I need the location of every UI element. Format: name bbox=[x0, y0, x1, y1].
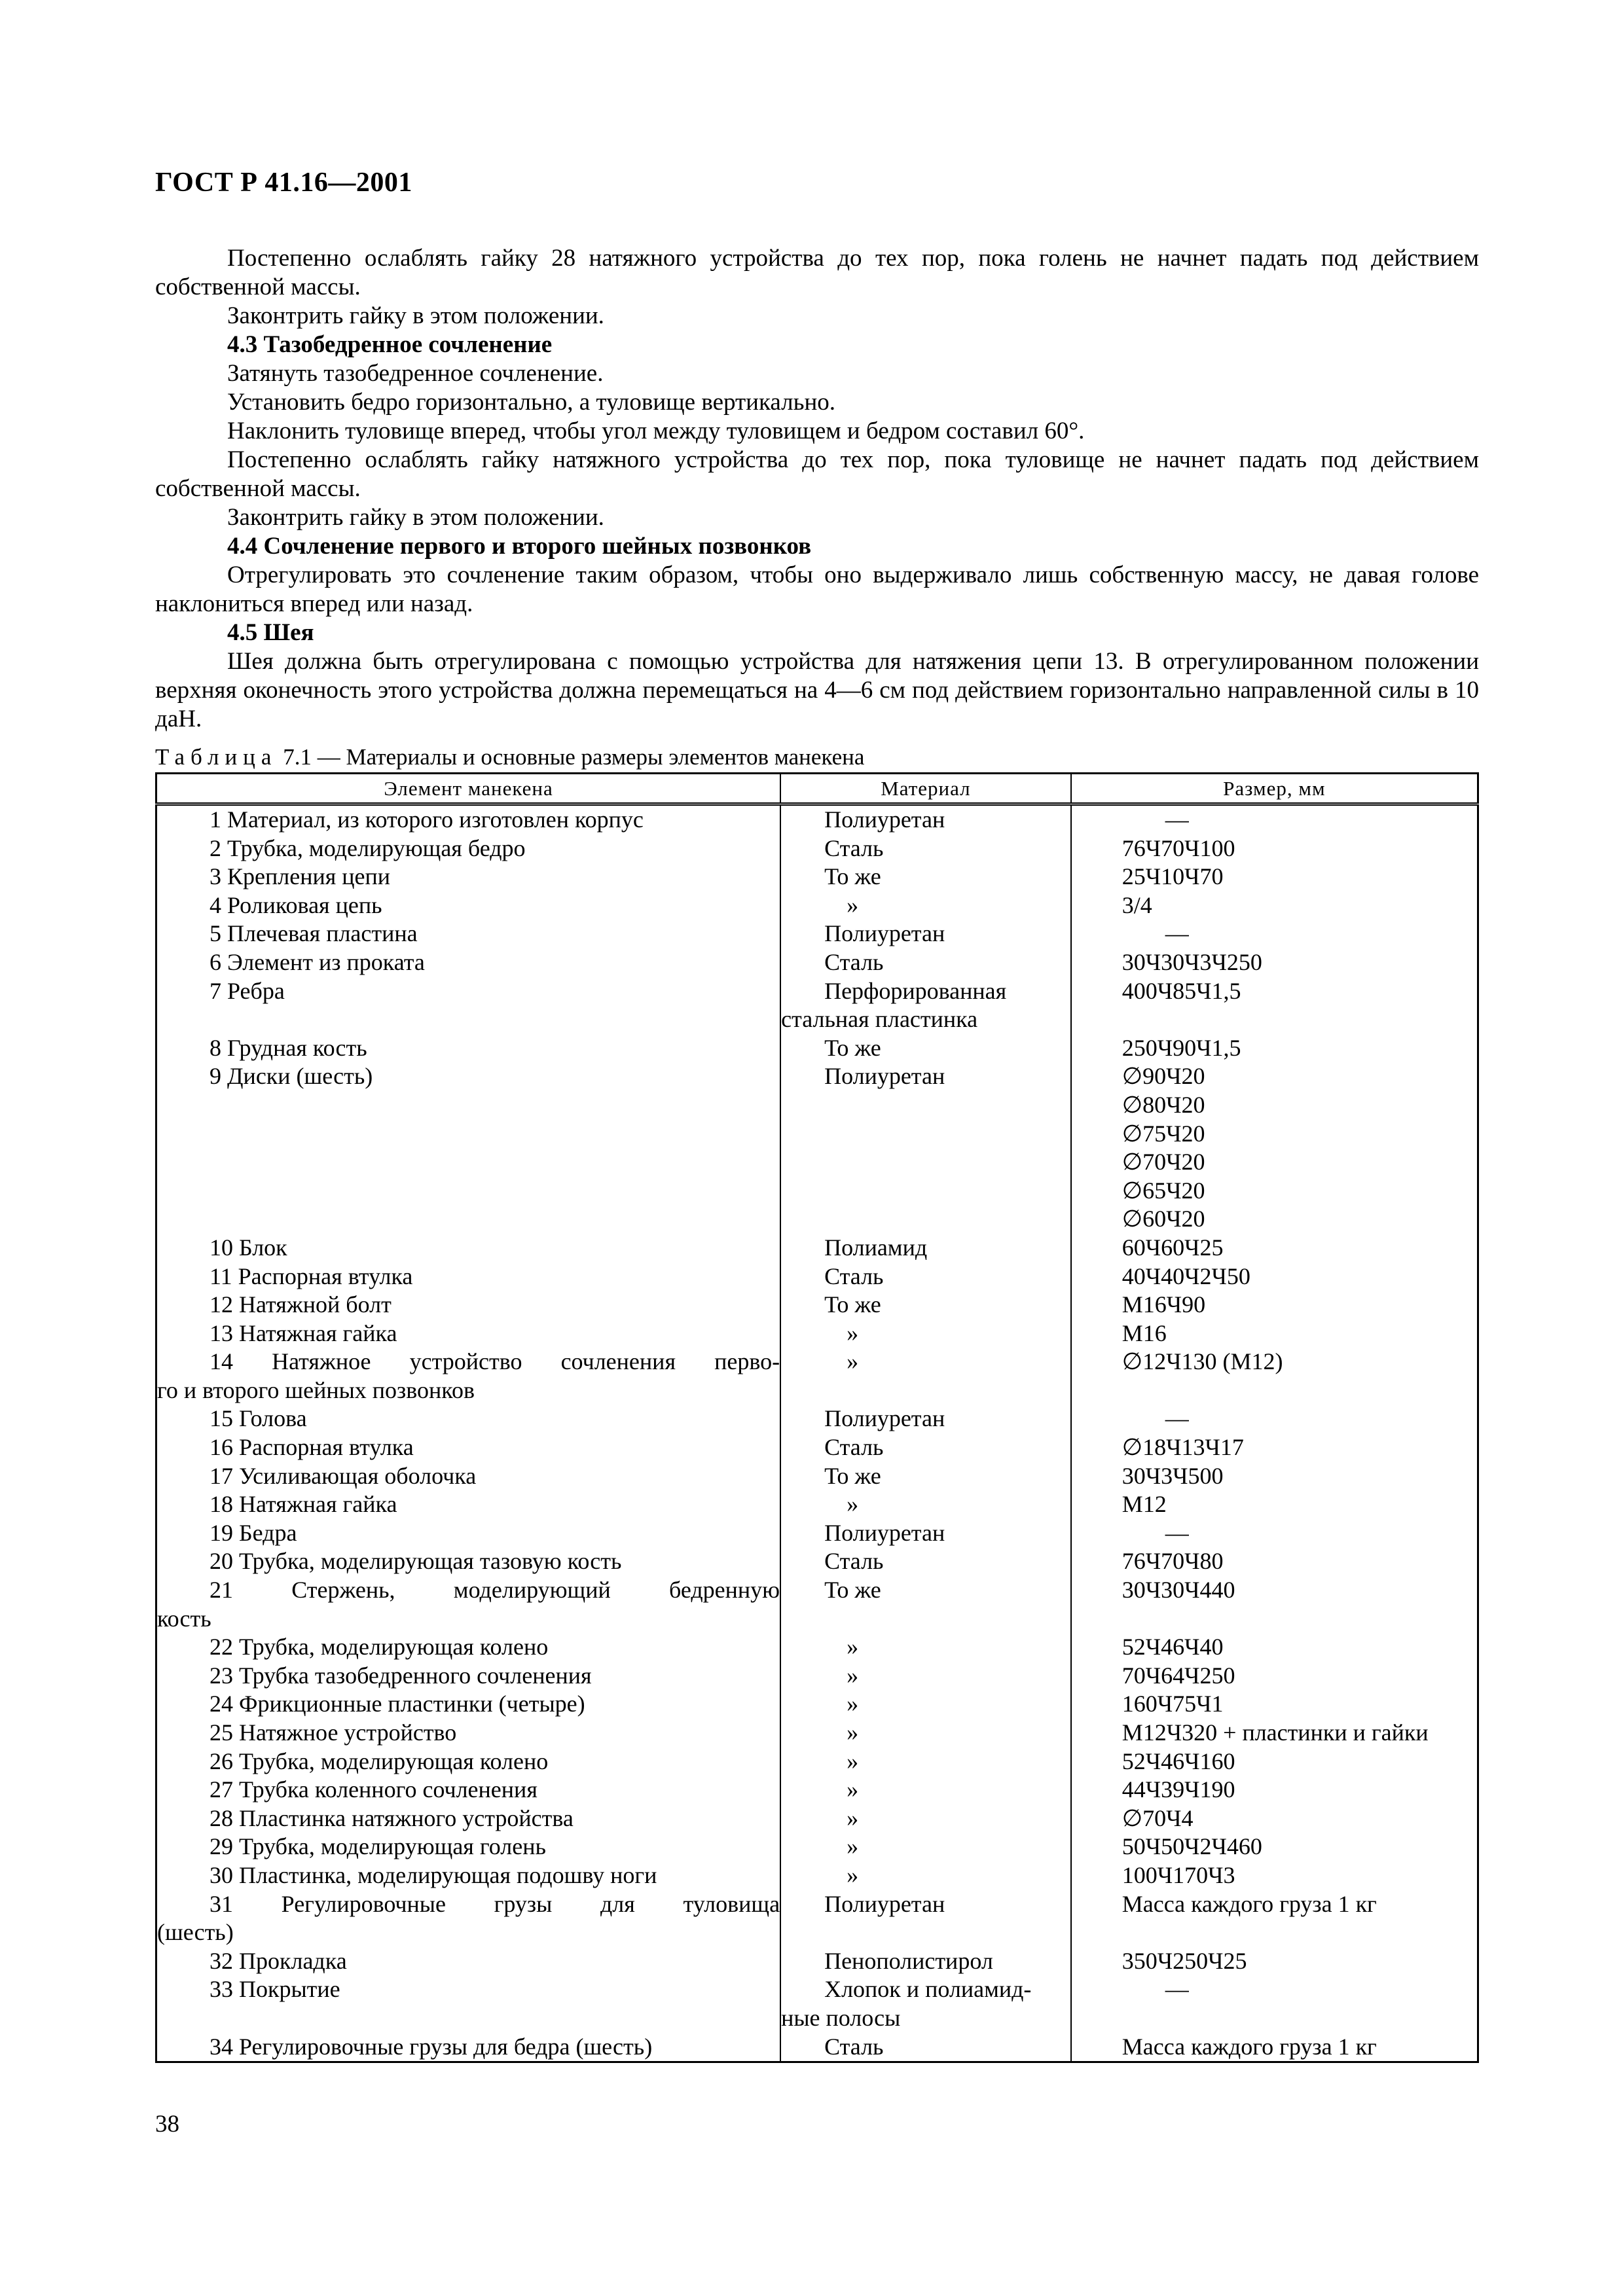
materials-table bbox=[155, 772, 1479, 2063]
cell-text: — bbox=[1165, 1405, 1189, 1432]
cell-text: Полиуретан bbox=[824, 1519, 945, 1546]
cell-text: M16Ч90 bbox=[1122, 1291, 1206, 1318]
cell-element bbox=[156, 1975, 781, 2032]
cell-text: » bbox=[847, 1776, 859, 1803]
cell-text: Пенополистирол bbox=[824, 1947, 993, 1974]
cell-text: — bbox=[1165, 806, 1189, 833]
cell-text: кость bbox=[157, 1605, 211, 1632]
cell-size bbox=[1071, 1263, 1478, 1291]
cell-text: » bbox=[847, 1662, 859, 1689]
document-page bbox=[155, 0, 1479, 2296]
cell-element bbox=[156, 1576, 781, 1633]
table-row bbox=[156, 920, 1478, 948]
cell-element bbox=[156, 804, 781, 834]
table-row bbox=[156, 948, 1478, 977]
cell-text: Сталь bbox=[824, 1548, 884, 1575]
cell-text: 6 Элемент из проката bbox=[210, 948, 425, 975]
cell-element bbox=[156, 1833, 781, 1861]
cell-text: 21 Стержень, моделирующий бедренную bbox=[210, 1577, 780, 1604]
table-row bbox=[156, 863, 1478, 891]
cell-text: — bbox=[1165, 920, 1189, 947]
paragraph: Установить бедро горизонтально, а туловище вертикально. bbox=[227, 389, 836, 416]
cell-material bbox=[780, 863, 1071, 891]
body-text bbox=[155, 244, 1479, 734]
cell-text: 40Ч40Ч2Ч50 bbox=[1122, 1263, 1250, 1289]
cell-text: 16 Распорная втулка bbox=[210, 1434, 414, 1461]
cell-element bbox=[156, 1519, 781, 1548]
table-row bbox=[156, 1861, 1478, 1890]
cell-text: Сталь bbox=[824, 1263, 884, 1289]
table-row bbox=[156, 1690, 1478, 1719]
table-row bbox=[156, 1405, 1478, 1433]
cell-text: » bbox=[847, 1804, 859, 1831]
cell-element bbox=[156, 1861, 781, 1890]
cell-size bbox=[1071, 1947, 1478, 1976]
cell-size bbox=[1071, 1433, 1478, 1462]
cell-material bbox=[780, 1547, 1071, 1576]
cell-material bbox=[780, 1833, 1071, 1861]
cell-material bbox=[780, 1719, 1071, 1748]
table-row bbox=[156, 1490, 1478, 1519]
cell-text: 24 Фрикционные пластинки (четыре) bbox=[210, 1691, 585, 1717]
cell-text: 60Ч60Ч25 bbox=[1122, 1234, 1224, 1261]
table-row bbox=[156, 1519, 1478, 1548]
cell-text: го и второго шейных позвонков bbox=[157, 1376, 475, 1403]
cell-text: Сталь bbox=[824, 1434, 884, 1461]
cell-text: ∅80Ч20 bbox=[1122, 1091, 1205, 1118]
cell-text: 50Ч50Ч2Ч460 bbox=[1122, 1833, 1262, 1860]
cell-size bbox=[1071, 1319, 1478, 1348]
cell-element bbox=[156, 1405, 781, 1433]
cell-text: Перфорированная bbox=[824, 977, 1007, 1004]
table-row bbox=[156, 977, 1478, 1034]
cell-text: » bbox=[847, 1833, 859, 1860]
cell-element bbox=[156, 1947, 781, 1976]
cell-text: ные полосы bbox=[781, 2004, 901, 2031]
cell-size bbox=[1071, 1890, 1478, 1947]
cell-text: 13 Натяжная гайка bbox=[210, 1319, 397, 1346]
cell-text: 52Ч46Ч40 bbox=[1122, 1634, 1224, 1660]
cell-text: 26 Трубка, моделирующая колено bbox=[210, 1748, 549, 1774]
cell-text: 33 Покрытие bbox=[210, 1976, 340, 2003]
cell-material bbox=[780, 1633, 1071, 1662]
cell-element bbox=[156, 1890, 781, 1947]
paragraph: Законтрить гайку в этом положении. bbox=[227, 504, 604, 531]
cell-size bbox=[1071, 2033, 1478, 2062]
section-heading: 4.4 Сочленение первого и второго шейных позвонков bbox=[227, 533, 812, 560]
cell-text: 23 Трубка тазобедренного сочленения bbox=[210, 1662, 592, 1689]
cell-size bbox=[1071, 1690, 1478, 1719]
cell-text: Полиуретан bbox=[824, 920, 945, 947]
table-row bbox=[156, 1234, 1478, 1263]
cell-size bbox=[1071, 1633, 1478, 1662]
cell-material bbox=[780, 1034, 1071, 1063]
cell-size bbox=[1071, 1804, 1478, 1833]
cell-element bbox=[156, 891, 781, 920]
cell-text: » bbox=[847, 1691, 859, 1717]
table-caption bbox=[155, 744, 864, 770]
cell-text: 27 Трубка коленного сочленения bbox=[210, 1776, 538, 1803]
cell-size bbox=[1071, 1861, 1478, 1890]
cell-material bbox=[780, 977, 1071, 1034]
cell-size bbox=[1071, 1776, 1478, 1804]
cell-size bbox=[1071, 1291, 1478, 1319]
cell-text: Полиамид bbox=[824, 1234, 928, 1261]
cell-text: 52Ч46Ч160 bbox=[1122, 1748, 1235, 1774]
cell-material bbox=[780, 1234, 1071, 1263]
paragraph: Отрегулировать это сочленение таким образом, чтобы оно выдерживало лишь собственную массу, не давая голове наклониться вперед или назад. bbox=[155, 562, 1479, 617]
table-row bbox=[156, 804, 1478, 834]
paragraph: Постепенно ослаблять гайку 28 натяжного устройства до тех пор, пока голень не начнет падать под действием собственной массы. bbox=[155, 245, 1479, 300]
cell-element bbox=[156, 863, 781, 891]
table-row bbox=[156, 1804, 1478, 1833]
cell-element bbox=[156, 834, 781, 863]
cell-text: 250Ч90Ч1,5 bbox=[1122, 1034, 1241, 1061]
table-row bbox=[156, 1062, 1478, 1234]
cell-material bbox=[780, 1975, 1071, 2032]
cell-text: Полиуретан bbox=[824, 1890, 945, 1917]
cell-text: » bbox=[847, 1634, 859, 1660]
cell-text: 44Ч39Ч190 bbox=[1122, 1776, 1235, 1803]
cell-material bbox=[780, 804, 1071, 834]
cell-material bbox=[780, 1947, 1071, 1976]
section-heading: 4.3 Тазобедренное сочленение bbox=[227, 331, 553, 358]
cell-material bbox=[780, 1291, 1071, 1319]
cell-text: 100Ч170Ч3 bbox=[1122, 1861, 1235, 1888]
cell-text: 25Ч10Ч70 bbox=[1122, 863, 1224, 890]
cell-element bbox=[156, 1776, 781, 1804]
cell-element bbox=[156, 920, 781, 948]
cell-text: 17 Усиливающая оболочка bbox=[210, 1462, 477, 1489]
cell-size bbox=[1071, 948, 1478, 977]
cell-text: 160Ч75Ч1 bbox=[1122, 1691, 1224, 1717]
cell-text: 30Ч3Ч500 bbox=[1122, 1462, 1224, 1489]
paragraph: Затянуть тазобедренное сочленение. bbox=[227, 360, 604, 387]
cell-size bbox=[1071, 863, 1478, 891]
table-row bbox=[156, 1719, 1478, 1748]
cell-text: » bbox=[847, 1748, 859, 1774]
cell-material bbox=[780, 1748, 1071, 1776]
cell-text: ∅18Ч13Ч17 bbox=[1122, 1434, 1244, 1461]
column-header-size: Размер, мм bbox=[1071, 774, 1478, 804]
cell-size bbox=[1071, 1719, 1478, 1748]
cell-material bbox=[780, 1804, 1071, 1833]
cell-text: 76Ч70Ч100 bbox=[1122, 834, 1235, 861]
cell-text: То же bbox=[824, 1577, 881, 1604]
cell-text: ∅60Ч20 bbox=[1122, 1206, 1205, 1232]
cell-text: То же bbox=[824, 863, 881, 890]
cell-size bbox=[1071, 1405, 1478, 1433]
cell-text: 30Ч30Ч3Ч250 bbox=[1122, 948, 1262, 975]
table-row bbox=[156, 1547, 1478, 1576]
cell-element bbox=[156, 1319, 781, 1348]
cell-text: То же bbox=[824, 1462, 881, 1489]
cell-text: 30Ч30Ч440 bbox=[1122, 1577, 1235, 1604]
column-header-element: Элемент манекена bbox=[156, 774, 781, 804]
cell-text: » bbox=[847, 1719, 859, 1746]
cell-text: 14 Натяжное устройство сочленения перво- bbox=[210, 1348, 780, 1375]
section-heading: 4.5 Шея bbox=[227, 619, 314, 646]
table-row bbox=[156, 1890, 1478, 1947]
cell-element bbox=[156, 977, 781, 1034]
cell-text: Полиуретан bbox=[824, 806, 945, 833]
cell-text: M12 bbox=[1122, 1491, 1167, 1518]
cell-element bbox=[156, 1690, 781, 1719]
cell-text: 20 Трубка, моделирующая тазовую кость bbox=[210, 1548, 622, 1575]
cell-element bbox=[156, 2033, 781, 2062]
cell-text: 3 Крепления цепи bbox=[210, 863, 391, 890]
cell-element bbox=[156, 1547, 781, 1576]
cell-size bbox=[1071, 1975, 1478, 2032]
cell-size bbox=[1071, 804, 1478, 834]
cell-element bbox=[156, 1433, 781, 1462]
cell-text: M16 bbox=[1122, 1319, 1167, 1346]
cell-element bbox=[156, 1633, 781, 1662]
cell-text: То же bbox=[824, 1034, 881, 1061]
cell-material bbox=[780, 1433, 1071, 1462]
cell-material bbox=[780, 1348, 1071, 1405]
cell-material bbox=[780, 1319, 1071, 1348]
cell-text: 70Ч64Ч250 bbox=[1122, 1662, 1235, 1689]
cell-material bbox=[780, 2033, 1071, 2062]
page-number: 38 bbox=[155, 2111, 179, 2138]
cell-size bbox=[1071, 1490, 1478, 1519]
cell-text: 400Ч85Ч1,5 bbox=[1122, 977, 1241, 1004]
cell-size bbox=[1071, 1748, 1478, 1776]
cell-size bbox=[1071, 1662, 1478, 1691]
cell-text: M12Ч320 + пластинки и гайки bbox=[1122, 1719, 1429, 1746]
cell-text: 29 Трубка, моделирующая голень bbox=[210, 1833, 546, 1860]
table-row bbox=[156, 1975, 1478, 2032]
table-row bbox=[156, 1291, 1478, 1319]
cell-text: — bbox=[1165, 1519, 1189, 1546]
table-row bbox=[156, 1462, 1478, 1491]
cell-element bbox=[156, 1291, 781, 1319]
cell-text: 1 Материал, из которого изготовлен корпус bbox=[210, 806, 644, 833]
cell-text: » bbox=[847, 1348, 859, 1375]
cell-text: ∅70Ч20 bbox=[1122, 1149, 1205, 1175]
cell-material bbox=[780, 1861, 1071, 1890]
table-row bbox=[156, 1633, 1478, 1662]
table-row bbox=[156, 1662, 1478, 1691]
cell-text: ∅12Ч130 (M12) bbox=[1122, 1348, 1283, 1375]
cell-size bbox=[1071, 1576, 1478, 1633]
cell-size bbox=[1071, 1234, 1478, 1263]
cell-text: ∅75Ч20 bbox=[1122, 1120, 1205, 1147]
cell-text: » bbox=[847, 891, 859, 918]
cell-text: Сталь bbox=[824, 948, 884, 975]
cell-size bbox=[1071, 891, 1478, 920]
cell-text: 3/4 bbox=[1122, 891, 1152, 918]
table-row bbox=[156, 1348, 1478, 1405]
cell-text: стальная пластинка bbox=[781, 1006, 978, 1033]
cell-size bbox=[1071, 977, 1478, 1034]
cell-text: 12 Натяжной болт bbox=[210, 1291, 392, 1318]
cell-element bbox=[156, 1804, 781, 1833]
cell-text: 11 Распорная втулка bbox=[210, 1263, 413, 1289]
cell-element bbox=[156, 1462, 781, 1491]
cell-material bbox=[780, 1490, 1071, 1519]
column-header-material: Материал bbox=[780, 774, 1071, 804]
paragraph: Законтрить гайку в этом положении. bbox=[227, 302, 604, 329]
cell-text: То же bbox=[824, 1291, 881, 1318]
cell-material bbox=[780, 1462, 1071, 1491]
cell-element bbox=[156, 1719, 781, 1748]
cell-element bbox=[156, 1490, 781, 1519]
cell-element bbox=[156, 1348, 781, 1405]
table-row bbox=[156, 1776, 1478, 1804]
cell-text: 31 Регулировочные грузы для туловища bbox=[210, 1890, 780, 1917]
cell-text: ∅70Ч4 bbox=[1122, 1804, 1194, 1831]
cell-text: » bbox=[847, 1319, 859, 1346]
cell-text: 25 Натяжное устройство bbox=[210, 1719, 457, 1746]
cell-text: 32 Прокладка bbox=[210, 1947, 347, 1974]
cell-text: 19 Бедра bbox=[210, 1519, 297, 1546]
cell-element bbox=[156, 1662, 781, 1691]
table-row bbox=[156, 1433, 1478, 1462]
table-row bbox=[156, 1748, 1478, 1776]
cell-text: (шесть) bbox=[157, 1919, 234, 1946]
cell-element bbox=[156, 1234, 781, 1263]
cell-text: ∅90Ч20 bbox=[1122, 1063, 1205, 1090]
cell-material bbox=[780, 1890, 1071, 1947]
cell-text: — bbox=[1165, 1976, 1189, 2003]
paragraph: Постепенно ослаблять гайку натяжного устройства до тех пор, пока туловище не начнет падать под действием собственной массы. bbox=[155, 446, 1479, 502]
cell-material bbox=[780, 834, 1071, 863]
cell-text: » bbox=[847, 1861, 859, 1888]
cell-element bbox=[156, 1062, 781, 1234]
table-row bbox=[156, 1034, 1478, 1063]
cell-text: 76Ч70Ч80 bbox=[1122, 1548, 1224, 1575]
cell-text: 34 Регулировочные грузы для бедра (шесть) bbox=[210, 2033, 653, 2060]
cell-text: » bbox=[847, 1491, 859, 1518]
cell-text: Сталь bbox=[824, 834, 884, 861]
cell-text: 10 Блок bbox=[210, 1234, 287, 1261]
table-row bbox=[156, 1263, 1478, 1291]
cell-text: Масса каждого груза 1 кг bbox=[1122, 1890, 1377, 1917]
cell-text: ∅65Ч20 bbox=[1122, 1177, 1205, 1204]
table-row bbox=[156, 1576, 1478, 1633]
cell-text: 5 Плечевая пластина bbox=[210, 920, 418, 947]
table-row bbox=[156, 2033, 1478, 2062]
cell-material bbox=[780, 1062, 1071, 1234]
cell-text: Хлопок и полиамид- bbox=[824, 1976, 1032, 2003]
cell-material bbox=[780, 1405, 1071, 1433]
cell-material bbox=[780, 948, 1071, 977]
paragraph: Шея должна быть отрегулирована с помощью устройства для натяжения цепи 13. В отрегулированном положении верхняя оконечность этого устройства должна перемещаться на 4—6 см под действием горизонтально направленной силы в 10 даН. bbox=[155, 648, 1479, 732]
cell-material bbox=[780, 1690, 1071, 1719]
table-caption-label: Таблица bbox=[155, 744, 278, 770]
cell-material bbox=[780, 920, 1071, 948]
cell-text: 7 Ребра bbox=[210, 977, 285, 1004]
cell-size bbox=[1071, 1348, 1478, 1405]
cell-text: 30 Пластинка, моделирующая подошву ноги bbox=[210, 1861, 657, 1888]
cell-text: 2 Трубка, моделирующая бедро bbox=[210, 834, 526, 861]
cell-text: 4 Роликовая цепь bbox=[210, 891, 382, 918]
paragraph: Наклонить туловище вперед, чтобы угол между туловищем и бедром составил 60°. bbox=[227, 418, 1085, 444]
cell-size bbox=[1071, 1833, 1478, 1861]
table-row bbox=[156, 1947, 1478, 1976]
table-row bbox=[156, 891, 1478, 920]
cell-text: Масса каждого груза 1 кг bbox=[1122, 2033, 1377, 2060]
cell-element bbox=[156, 1034, 781, 1063]
cell-text: 9 Диски (шесть) bbox=[210, 1063, 373, 1090]
cell-material bbox=[780, 1263, 1071, 1291]
cell-text: Полиуретан bbox=[824, 1063, 945, 1090]
cell-size bbox=[1071, 1547, 1478, 1576]
cell-size bbox=[1071, 834, 1478, 863]
cell-size bbox=[1071, 1462, 1478, 1491]
cell-size bbox=[1071, 920, 1478, 948]
cell-element bbox=[156, 1748, 781, 1776]
table-header-row bbox=[156, 774, 1478, 804]
cell-size bbox=[1071, 1062, 1478, 1234]
cell-material bbox=[780, 891, 1071, 920]
cell-text: 8 Грудная кость bbox=[210, 1034, 367, 1061]
cell-size bbox=[1071, 1034, 1478, 1063]
cell-material bbox=[780, 1519, 1071, 1548]
cell-text: 350Ч250Ч25 bbox=[1122, 1947, 1247, 1974]
table-row bbox=[156, 1833, 1478, 1861]
cell-material bbox=[780, 1662, 1071, 1691]
cell-element bbox=[156, 948, 781, 977]
document-code-header: ГОСТ Р 41.16—2001 bbox=[155, 168, 412, 198]
cell-material bbox=[780, 1776, 1071, 1804]
cell-text: Сталь bbox=[824, 2033, 884, 2060]
table-row bbox=[156, 1319, 1478, 1348]
cell-text: 15 Голова bbox=[210, 1405, 307, 1432]
table-caption-text: 7.1 — Материалы и основные размеры элементов манекена bbox=[283, 744, 865, 770]
cell-text: Полиуретан bbox=[824, 1405, 945, 1432]
table-row bbox=[156, 834, 1478, 863]
cell-material bbox=[780, 1576, 1071, 1633]
cell-text: 28 Пластинка натяжного устройства bbox=[210, 1804, 574, 1831]
cell-text: 22 Трубка, моделирующая колено bbox=[210, 1634, 549, 1660]
cell-element bbox=[156, 1263, 781, 1291]
cell-text: 18 Натяжная гайка bbox=[210, 1491, 397, 1518]
cell-size bbox=[1071, 1519, 1478, 1548]
